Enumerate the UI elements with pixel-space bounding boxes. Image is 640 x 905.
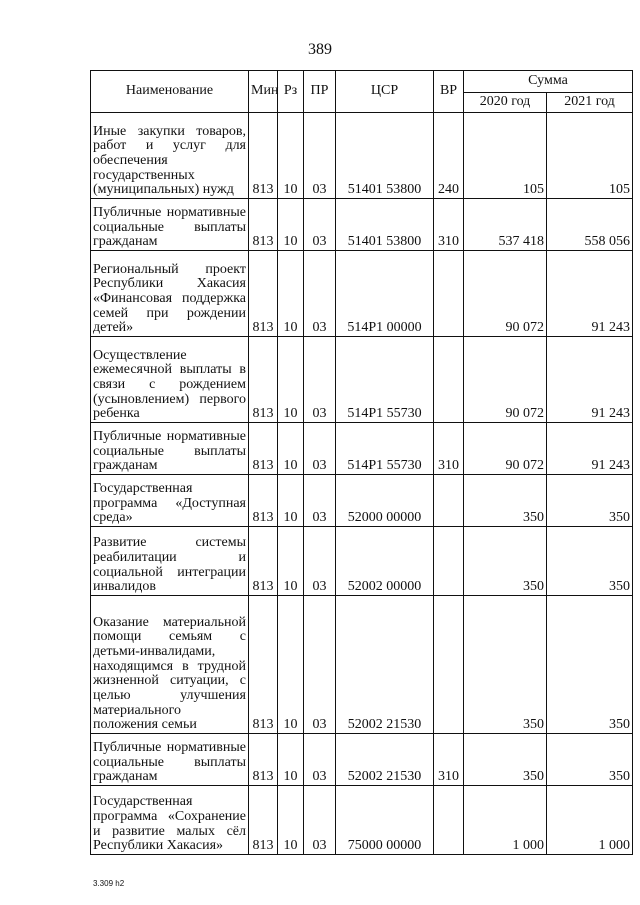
row-sum-2021: 105 <box>547 113 633 199</box>
row-sum-2021: 350 <box>547 734 633 786</box>
row-min: 813 <box>249 423 278 475</box>
row-vr <box>434 337 464 423</box>
row-vr <box>434 475 464 527</box>
header-year-2021: 2021 год <box>547 93 633 113</box>
row-name: Иные закупки товаров, работ и услуг для обеспечения государственных (муниципальных) нужд <box>91 113 249 199</box>
row-vr <box>434 596 464 734</box>
row-pr: 03 <box>304 475 336 527</box>
row-csr: 514Р1 55730 <box>336 423 434 475</box>
row-min: 813 <box>249 596 278 734</box>
row-sum-2021: 558 056 <box>547 199 633 251</box>
header-sum: Сумма <box>464 71 633 93</box>
row-vr <box>434 251 464 337</box>
row-csr: 52002 00000 <box>336 527 434 596</box>
table-row <box>91 251 633 337</box>
row-name: Региональный проект Республики Хакасия «Финансовая поддержка семей при рождении детей» <box>91 251 249 337</box>
row-rz: 10 <box>278 596 304 734</box>
row-vr: 310 <box>434 734 464 786</box>
row-sum-2021: 350 <box>547 475 633 527</box>
row-pr: 03 <box>304 734 336 786</box>
row-vr: 240 <box>434 113 464 199</box>
row-rz: 10 <box>278 527 304 596</box>
row-csr: 51401 53800 <box>336 199 434 251</box>
row-min: 813 <box>249 337 278 423</box>
row-min: 813 <box>249 251 278 337</box>
table-row <box>91 423 633 475</box>
row-csr: 52000 00000 <box>336 475 434 527</box>
table-row <box>91 596 633 734</box>
header-rz: Рз <box>278 71 304 113</box>
row-sum-2021: 91 243 <box>547 423 633 475</box>
row-sum-2020: 1 000 <box>464 786 547 855</box>
row-sum-2020: 90 072 <box>464 423 547 475</box>
row-rz: 10 <box>278 423 304 475</box>
row-csr: 52002 21530 <box>336 596 434 734</box>
row-sum-2020: 350 <box>464 734 547 786</box>
row-sum-2021: 91 243 <box>547 251 633 337</box>
row-sum-2020: 90 072 <box>464 337 547 423</box>
row-sum-2020: 105 <box>464 113 547 199</box>
row-pr: 03 <box>304 786 336 855</box>
row-pr: 03 <box>304 527 336 596</box>
table-body <box>91 113 633 855</box>
row-csr: 52002 21530 <box>336 734 434 786</box>
row-name: Развитие системы реабилитации и социальной интеграции инвалидов <box>91 527 249 596</box>
table-row <box>91 337 633 423</box>
row-name: Публичные нормативные социальные выплаты гражданам <box>91 423 249 475</box>
row-name: Государственная программа «Сохранение и развитие малых сёл Республики Хакасия» <box>91 786 249 855</box>
row-pr: 03 <box>304 337 336 423</box>
row-sum-2020: 350 <box>464 527 547 596</box>
row-sum-2020: 350 <box>464 596 547 734</box>
row-rz: 10 <box>278 113 304 199</box>
row-pr: 03 <box>304 423 336 475</box>
header-csr: ЦСР <box>336 71 434 113</box>
row-rz: 10 <box>278 337 304 423</box>
header-min: Мин <box>249 71 278 113</box>
table-row <box>91 527 633 596</box>
header-name: Наименование <box>91 71 249 113</box>
row-min: 813 <box>249 734 278 786</box>
header-year-2020: 2020 год <box>464 93 547 113</box>
row-min: 813 <box>249 527 278 596</box>
row-csr: 51401 53800 <box>336 113 434 199</box>
row-csr: 75000 00000 <box>336 786 434 855</box>
table-row <box>91 786 633 855</box>
row-name: Публичные нормативные социальные выплаты гражданам <box>91 734 249 786</box>
header-pr: ПР <box>304 71 336 113</box>
row-rz: 10 <box>278 734 304 786</box>
row-sum-2021: 1 000 <box>547 786 633 855</box>
row-csr: 514Р1 00000 <box>336 251 434 337</box>
row-min: 813 <box>249 786 278 855</box>
row-name: Оказание материальной помощи семьям с детьми-инвалидами, находящимся в трудной жизненной ситуации, с целью улучшения материального положения семьи <box>91 596 249 734</box>
row-pr: 03 <box>304 113 336 199</box>
row-rz: 10 <box>278 199 304 251</box>
row-name: Государственная программа «Доступная среда» <box>91 475 249 527</box>
row-sum-2021: 91 243 <box>547 337 633 423</box>
footer-code: 3.309 h2 <box>93 879 125 888</box>
row-name: Осуществление ежемесячной выплаты в связи с рождением (усыновлением) первого ребенка <box>91 337 249 423</box>
row-sum-2020: 537 418 <box>464 199 547 251</box>
row-vr <box>434 786 464 855</box>
row-min: 813 <box>249 113 278 199</box>
budget-table <box>90 70 633 855</box>
row-sum-2021: 350 <box>547 527 633 596</box>
row-pr: 03 <box>304 199 336 251</box>
table-row <box>91 113 633 199</box>
row-rz: 10 <box>278 786 304 855</box>
row-pr: 03 <box>304 251 336 337</box>
table-row <box>91 734 633 786</box>
row-vr: 310 <box>434 423 464 475</box>
row-sum-2021: 350 <box>547 596 633 734</box>
row-rz: 10 <box>278 251 304 337</box>
row-pr: 03 <box>304 596 336 734</box>
table-row <box>91 475 633 527</box>
row-min: 813 <box>249 475 278 527</box>
header-vr: ВР <box>434 71 464 113</box>
row-min: 813 <box>249 199 278 251</box>
row-vr: 310 <box>434 199 464 251</box>
row-rz: 10 <box>278 475 304 527</box>
page-number: 389 <box>308 41 332 58</box>
row-sum-2020: 350 <box>464 475 547 527</box>
table-header <box>91 71 633 113</box>
row-sum-2020: 90 072 <box>464 251 547 337</box>
table-row <box>91 199 633 251</box>
row-vr <box>434 527 464 596</box>
row-csr: 514Р1 55730 <box>336 337 434 423</box>
row-name: Публичные нормативные социальные выплаты гражданам <box>91 199 249 251</box>
